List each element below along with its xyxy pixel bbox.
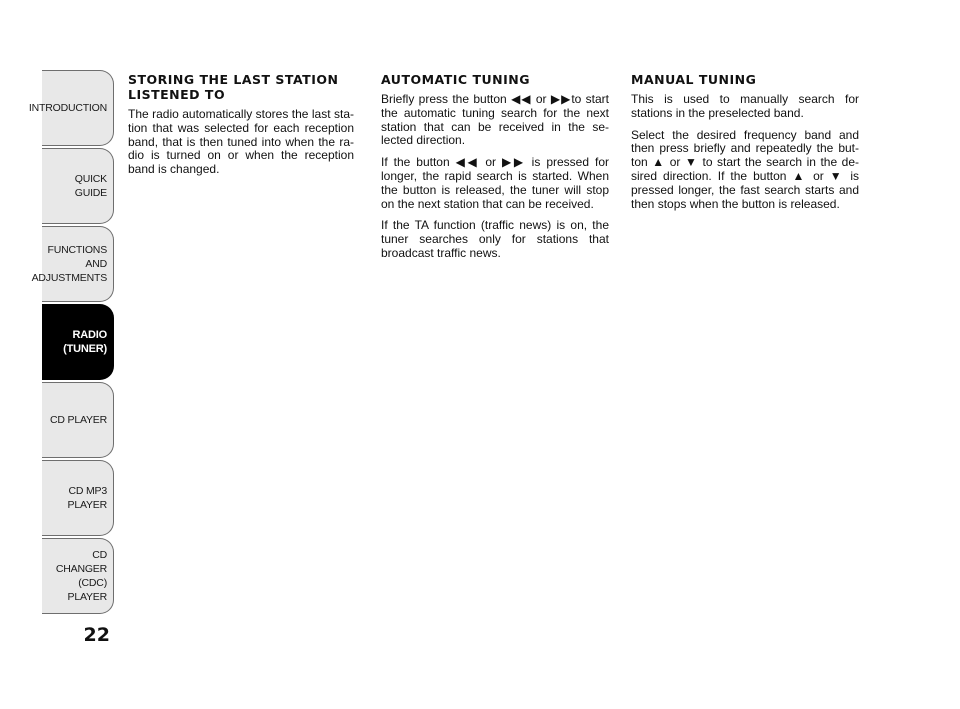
- paragraph-storing: The radio automatically stores the last sta-tion that was selected for each reception band, that is then tuned into when the ra-dio is turned on or when the reception band is changed.: [128, 107, 354, 177]
- paragraph-automatic-2: If the button ◀◀ or ▶▶ is pressed for longer, the rapid search is started. When the button is released, the tuner will stop on the next station that can be received.: [381, 155, 609, 211]
- paragraph-automatic-1: Briefly press the button ◀◀ or ▶▶to start the automatic tuning search for the next station that can be received in the se-lected direction.: [381, 92, 609, 148]
- heading-automatic-tuning: AUTOMATIC TUNING: [381, 72, 530, 87]
- heading-storing-last-station: STORING THE LAST STATION LISTENED TO: [128, 72, 339, 102]
- tab-introduction[interactable]: INTRODUCTION: [42, 70, 114, 146]
- heading-manual-tuning: MANUAL TUNING: [631, 72, 757, 87]
- page-number: 22: [83, 624, 110, 646]
- paragraph-automatic-3: If the TA function (traffic news) is on, the tuner searches only for stations that broadcast traffic news.: [381, 218, 609, 260]
- tab-quick-guide[interactable]: QUICK GUIDE: [42, 148, 114, 224]
- tab-cd-player[interactable]: CD PLAYER: [42, 382, 114, 458]
- tab-cd-changer-player[interactable]: CD CHANGER (CDC) PLAYER: [42, 538, 114, 614]
- column-manual-tuning: [631, 72, 859, 219]
- tab-cd-mp3-player[interactable]: CD MP3 PLAYER: [42, 460, 114, 536]
- column-automatic-tuning: [381, 72, 609, 269]
- tab-radio-tuner[interactable]: RADIO (TUNER): [42, 304, 114, 380]
- paragraph-manual-1: This is used to manually search for stations in the preselected band.: [631, 92, 859, 120]
- paragraph-manual-2: Select the desired frequency band and then press briefly and repeatedly the but-ton ▲ or ▼ to start the search in the de-sired direction. If the button ▲ or ▼ is pressed longer, the fast search starts and then stops when the button is released.: [631, 127, 859, 211]
- tab-functions-and-adjustments[interactable]: FUNCTIONS AND ADJUSTMENTS: [42, 226, 114, 302]
- column-storing-last-station: [128, 72, 354, 185]
